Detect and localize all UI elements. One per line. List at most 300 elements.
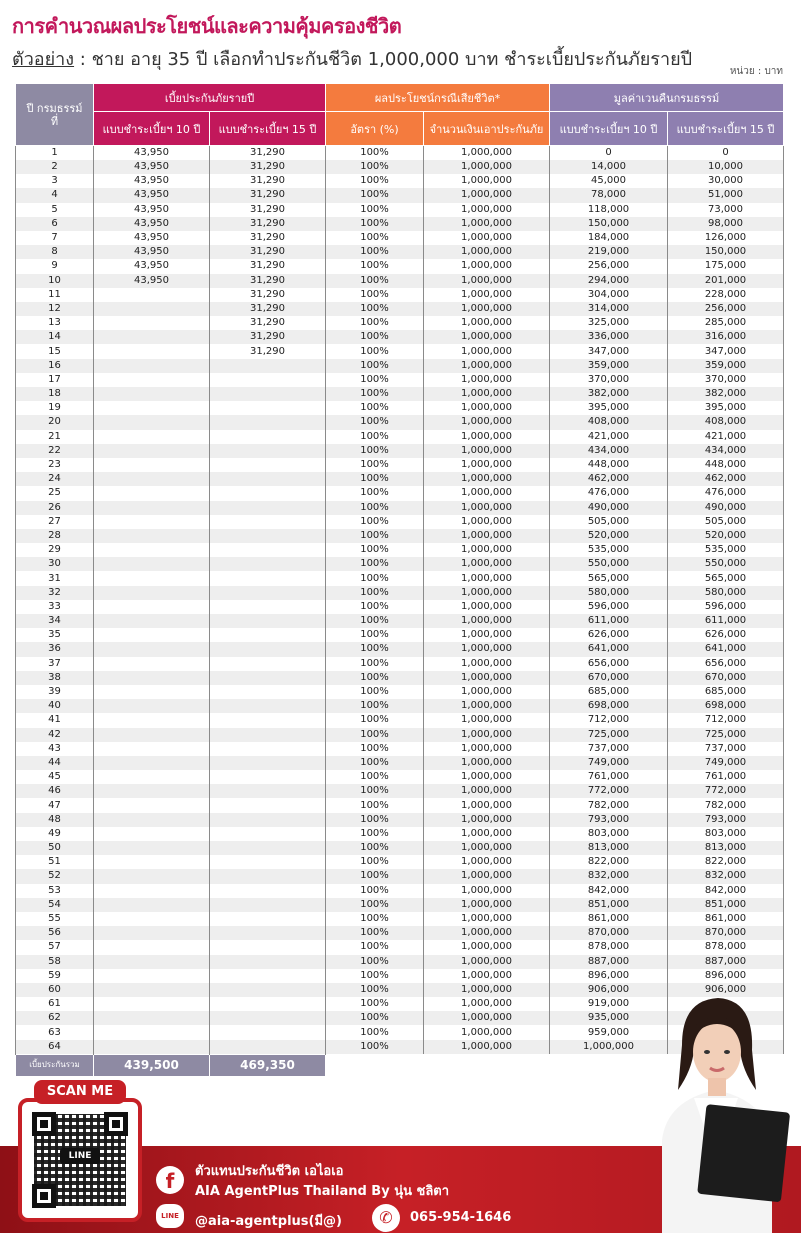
cell-cash-value-pay10: 490,000 <box>550 501 668 515</box>
cell-cash-value-pay10: 725,000 <box>550 728 668 742</box>
cell-cash-value-pay10: 408,000 <box>550 415 668 429</box>
cell-premium-pay10: 43,950 <box>94 203 210 217</box>
cell-premium-pay15 <box>210 600 326 614</box>
cell-cash-value-pay15: 126,000 <box>668 231 784 245</box>
cell-year: 3 <box>16 174 94 188</box>
table-row <box>16 940 784 954</box>
cell-year: 8 <box>16 245 94 259</box>
phone-icon[interactable]: ✆ <box>372 1204 400 1232</box>
cell-premium-pay10 <box>94 983 210 997</box>
cell-rate: 100% <box>326 571 424 585</box>
cell-cash-value-pay15: 611,000 <box>668 614 784 628</box>
cell-sum-assured: 1,000,000 <box>424 203 550 217</box>
page-title: การคำนวณผลประโยชน์และความคุ้มครองชีวิต <box>12 14 402 38</box>
cell-premium-pay15: 31,290 <box>210 259 326 273</box>
cell-premium-pay10 <box>94 571 210 585</box>
cell-premium-pay10 <box>94 784 210 798</box>
cell-cash-value-pay10: 935,000 <box>550 1011 668 1025</box>
cell-cash-value-pay10: 550,000 <box>550 557 668 571</box>
cell-premium-pay15 <box>210 642 326 656</box>
cell-premium-pay10 <box>94 869 210 883</box>
cell-year: 29 <box>16 543 94 557</box>
cell-rate: 100% <box>326 458 424 472</box>
cell-cash-value-pay10: 737,000 <box>550 742 668 756</box>
cell-year: 46 <box>16 784 94 798</box>
cell-premium-pay10 <box>94 628 210 642</box>
table-row <box>16 415 784 429</box>
subtitle-label: ตัวอย่าง <box>12 49 75 70</box>
cell-cash-value-pay10: 813,000 <box>550 841 668 855</box>
table-row <box>16 855 784 869</box>
cell-rate: 100% <box>326 756 424 770</box>
cell-premium-pay10 <box>94 486 210 500</box>
cell-cash-value-pay10: 421,000 <box>550 430 668 444</box>
cell-sum-assured: 1,000,000 <box>424 628 550 642</box>
cell-premium-pay10: 43,950 <box>94 146 210 161</box>
cell-premium-pay15 <box>210 571 326 585</box>
cell-cash-value-pay10: 803,000 <box>550 827 668 841</box>
cell-cash-value-pay10: 832,000 <box>550 869 668 883</box>
cell-cash-value-pay10: 685,000 <box>550 685 668 699</box>
cell-cash-value-pay15: 421,000 <box>668 430 784 444</box>
cell-premium-pay15 <box>210 728 326 742</box>
cell-rate: 100% <box>326 444 424 458</box>
cell-premium-pay10 <box>94 955 210 969</box>
cell-cash-value-pay15: 175,000 <box>668 259 784 273</box>
table-row <box>16 288 784 302</box>
cell-cash-value-pay15: 906,000 <box>668 983 784 997</box>
cell-rate: 100% <box>326 288 424 302</box>
table-row <box>16 146 784 161</box>
cell-premium-pay10 <box>94 316 210 330</box>
cell-cash-value-pay10: 896,000 <box>550 969 668 983</box>
phone-number[interactable]: 065-954-1646 <box>410 1210 512 1225</box>
cell-premium-pay15 <box>210 940 326 954</box>
table-row <box>16 472 784 486</box>
cell-premium-pay10 <box>94 387 210 401</box>
table-row <box>16 188 784 202</box>
cell-sum-assured: 1,000,000 <box>424 784 550 798</box>
cell-cash-value-pay15: 887,000 <box>668 955 784 969</box>
table-row <box>16 174 784 188</box>
cell-cash-value-pay15: 861,000 <box>668 912 784 926</box>
cell-year: 10 <box>16 274 94 288</box>
cell-sum-assured: 1,000,000 <box>424 188 550 202</box>
cell-cash-value-pay10: 448,000 <box>550 458 668 472</box>
cell-sum-assured: 1,000,000 <box>424 160 550 174</box>
table-row <box>16 501 784 515</box>
cell-premium-pay15 <box>210 869 326 883</box>
table-row <box>16 756 784 770</box>
table-row <box>16 813 784 827</box>
cell-cash-value-pay15: 316,000 <box>668 330 784 344</box>
cell-premium-pay15 <box>210 713 326 727</box>
cell-sum-assured: 1,000,000 <box>424 316 550 330</box>
cell-premium-pay10 <box>94 742 210 756</box>
cell-premium-pay10 <box>94 330 210 344</box>
cell-rate: 100% <box>326 813 424 827</box>
cell-premium-pay10 <box>94 728 210 742</box>
cell-premium-pay15 <box>210 586 326 600</box>
cell-premium-pay15 <box>210 855 326 869</box>
cell-premium-pay15 <box>210 387 326 401</box>
table-row <box>16 784 784 798</box>
cell-rate: 100% <box>326 472 424 486</box>
cell-sum-assured: 1,000,000 <box>424 827 550 841</box>
cell-rate: 100% <box>326 160 424 174</box>
cell-premium-pay10 <box>94 1011 210 1025</box>
cell-year: 16 <box>16 359 94 373</box>
cell-rate: 100% <box>326 302 424 316</box>
table-row <box>16 486 784 500</box>
cell-year: 43 <box>16 742 94 756</box>
subtitle-text: : ชาย อายุ 35 ปี เลือกทำประกันชีวิต 1,000,000 บาท ชำระเบี้ยประกันภัยรายปี <box>74 49 693 70</box>
cell-rate: 100% <box>326 671 424 685</box>
cell-sum-assured: 1,000,000 <box>424 713 550 727</box>
cell-rate: 100% <box>326 841 424 855</box>
cell-sum-assured: 1,000,000 <box>424 486 550 500</box>
cell-cash-value-pay15: 878,000 <box>668 940 784 954</box>
cell-year: 53 <box>16 884 94 898</box>
cell-year: 38 <box>16 671 94 685</box>
cell-rate: 100% <box>326 430 424 444</box>
footer-total-pay15: 469,350 <box>210 1054 326 1076</box>
cell-rate: 100% <box>326 401 424 415</box>
cell-cash-value-pay10: 314,000 <box>550 302 668 316</box>
cell-cash-value-pay15: 10,000 <box>668 160 784 174</box>
table-row <box>16 571 784 585</box>
table-row <box>16 160 784 174</box>
facebook-name-line2: AIA AgentPlus Thailand By นุ่น ชลิตา <box>195 1184 450 1199</box>
qr-eye-icon <box>104 1112 128 1136</box>
cell-premium-pay10: 43,950 <box>94 188 210 202</box>
qr-code[interactable] <box>18 1098 142 1222</box>
cell-year: 40 <box>16 699 94 713</box>
cell-rate: 100% <box>326 1040 424 1055</box>
cell-sum-assured: 1,000,000 <box>424 1025 550 1039</box>
cell-cash-value-pay10: 520,000 <box>550 529 668 543</box>
cell-cash-value-pay15: 803,000 <box>668 827 784 841</box>
table-row <box>16 231 784 245</box>
cell-year: 18 <box>16 387 94 401</box>
cell-cash-value-pay10: 347,000 <box>550 344 668 358</box>
cell-premium-pay15 <box>210 415 326 429</box>
cell-premium-pay10 <box>94 458 210 472</box>
cell-premium-pay10 <box>94 940 210 954</box>
cell-cash-value-pay10: 0 <box>550 146 668 161</box>
cell-rate: 100% <box>326 997 424 1011</box>
cell-rate: 100% <box>326 628 424 642</box>
cell-sum-assured: 1,000,000 <box>424 259 550 273</box>
cell-cash-value-pay15: 641,000 <box>668 642 784 656</box>
cell-cash-value-pay10: 370,000 <box>550 373 668 387</box>
header-pay10: แบบชำระเบี้ยฯ 10 ปี <box>94 112 210 146</box>
cell-cash-value-pay10: 45,000 <box>550 174 668 188</box>
cell-premium-pay10 <box>94 657 210 671</box>
cell-sum-assured: 1,000,000 <box>424 543 550 557</box>
cell-premium-pay15: 31,290 <box>210 231 326 245</box>
cell-year: 63 <box>16 1025 94 1039</box>
cell-sum-assured: 1,000,000 <box>424 288 550 302</box>
cell-premium-pay15 <box>210 813 326 827</box>
cell-sum-assured: 1,000,000 <box>424 657 550 671</box>
cell-sum-assured: 1,000,000 <box>424 969 550 983</box>
table-row <box>16 614 784 628</box>
cell-cash-value-pay15: 0 <box>668 146 784 161</box>
cell-cash-value-pay10: 959,000 <box>550 1025 668 1039</box>
cell-rate: 100% <box>326 203 424 217</box>
line-icon[interactable]: LINE <box>156 1204 184 1228</box>
cell-sum-assured: 1,000,000 <box>424 401 550 415</box>
cell-year: 57 <box>16 940 94 954</box>
cell-sum-assured: 1,000,000 <box>424 1011 550 1025</box>
table-row <box>16 217 784 231</box>
table-row <box>16 203 784 217</box>
cell-cash-value-pay10: 712,000 <box>550 713 668 727</box>
cell-year: 7 <box>16 231 94 245</box>
cell-sum-assured: 1,000,000 <box>424 699 550 713</box>
cell-premium-pay10 <box>94 713 210 727</box>
cell-sum-assured: 1,000,000 <box>424 798 550 812</box>
cell-year: 33 <box>16 600 94 614</box>
table-row <box>16 444 784 458</box>
cell-year: 9 <box>16 259 94 273</box>
unit-label: หน่วย : บาท <box>729 66 783 77</box>
cell-premium-pay15 <box>210 657 326 671</box>
table-body <box>16 146 784 1055</box>
line-id[interactable]: @aia-agentplus(มี@) <box>195 1214 342 1229</box>
table-row <box>16 259 784 273</box>
cell-premium-pay15 <box>210 898 326 912</box>
cell-premium-pay10 <box>94 798 210 812</box>
cell-rate: 100% <box>326 146 424 161</box>
cell-premium-pay15 <box>210 515 326 529</box>
cell-cash-value-pay10: 611,000 <box>550 614 668 628</box>
cell-rate: 100% <box>326 898 424 912</box>
cell-premium-pay15: 31,290 <box>210 160 326 174</box>
cell-rate: 100% <box>326 486 424 500</box>
cell-premium-pay15 <box>210 912 326 926</box>
table-row <box>16 728 784 742</box>
cell-cash-value-pay15: 550,000 <box>668 557 784 571</box>
cell-premium-pay15 <box>210 614 326 628</box>
cell-premium-pay10 <box>94 1025 210 1039</box>
header-cv10: แบบชำระเบี้ยฯ 10 ปี <box>550 112 668 146</box>
cell-year: 17 <box>16 373 94 387</box>
cell-premium-pay10 <box>94 756 210 770</box>
cell-premium-pay10: 43,950 <box>94 274 210 288</box>
cell-premium-pay10 <box>94 855 210 869</box>
cell-sum-assured: 1,000,000 <box>424 274 550 288</box>
cell-cash-value-pay15: 842,000 <box>668 884 784 898</box>
header-year: ปี กรมธรรม์ ที่ <box>16 84 94 146</box>
cell-cash-value-pay15: 782,000 <box>668 798 784 812</box>
cell-premium-pay10 <box>94 501 210 515</box>
cell-premium-pay15 <box>210 458 326 472</box>
cell-cash-value-pay10: 565,000 <box>550 571 668 585</box>
table-row <box>16 628 784 642</box>
cell-rate: 100% <box>326 884 424 898</box>
cell-cash-value-pay10: 359,000 <box>550 359 668 373</box>
cell-cash-value-pay15: 712,000 <box>668 713 784 727</box>
cell-cash-value-pay10: 462,000 <box>550 472 668 486</box>
cell-cash-value-pay15: 520,000 <box>668 529 784 543</box>
cell-rate: 100% <box>326 316 424 330</box>
cell-premium-pay10 <box>94 926 210 940</box>
cell-rate: 100% <box>326 373 424 387</box>
cell-year: 24 <box>16 472 94 486</box>
cell-year: 48 <box>16 813 94 827</box>
cell-cash-value-pay15: 749,000 <box>668 756 784 770</box>
cell-rate: 100% <box>326 742 424 756</box>
cell-rate: 100% <box>326 983 424 997</box>
cell-premium-pay10 <box>94 515 210 529</box>
cell-rate: 100% <box>326 330 424 344</box>
cell-sum-assured: 1,000,000 <box>424 912 550 926</box>
cell-sum-assured: 1,000,000 <box>424 387 550 401</box>
cell-cash-value-pay15: 370,000 <box>668 373 784 387</box>
cell-premium-pay15 <box>210 699 326 713</box>
cell-rate: 100% <box>326 529 424 543</box>
facebook-icon[interactable]: f <box>156 1166 184 1194</box>
cell-sum-assured: 1,000,000 <box>424 501 550 515</box>
table-row <box>16 657 784 671</box>
cell-sum-assured: 1,000,000 <box>424 813 550 827</box>
cell-sum-assured: 1,000,000 <box>424 217 550 231</box>
cell-rate: 100% <box>326 955 424 969</box>
cell-rate: 100% <box>326 359 424 373</box>
cell-premium-pay15: 31,290 <box>210 330 326 344</box>
cell-cash-value-pay15: 359,000 <box>668 359 784 373</box>
cell-sum-assured: 1,000,000 <box>424 1040 550 1055</box>
footer-total-pay10: 439,500 <box>94 1054 210 1076</box>
table-row <box>16 713 784 727</box>
cell-cash-value-pay15: 656,000 <box>668 657 784 671</box>
table-row <box>16 387 784 401</box>
cell-year: 60 <box>16 983 94 997</box>
cell-rate: 100% <box>326 174 424 188</box>
header-cv15: แบบชำระเบี้ยฯ 15 ปี <box>668 112 784 146</box>
cell-sum-assured: 1,000,000 <box>424 174 550 188</box>
cell-year: 47 <box>16 798 94 812</box>
cell-cash-value-pay10: 906,000 <box>550 983 668 997</box>
cell-year: 15 <box>16 344 94 358</box>
cell-premium-pay10 <box>94 472 210 486</box>
cell-year: 61 <box>16 997 94 1011</box>
table-row <box>16 586 784 600</box>
cell-cash-value-pay15: 98,000 <box>668 217 784 231</box>
cell-cash-value-pay15: 580,000 <box>668 586 784 600</box>
cell-rate: 100% <box>326 657 424 671</box>
cell-rate: 100% <box>326 188 424 202</box>
cell-rate: 100% <box>326 515 424 529</box>
cell-year: 12 <box>16 302 94 316</box>
cell-sum-assured: 1,000,000 <box>424 642 550 656</box>
cell-sum-assured: 1,000,000 <box>424 841 550 855</box>
cell-year: 42 <box>16 728 94 742</box>
cell-rate: 100% <box>326 699 424 713</box>
cell-rate: 100% <box>326 274 424 288</box>
cell-rate: 100% <box>326 912 424 926</box>
cell-rate: 100% <box>326 713 424 727</box>
cell-year: 56 <box>16 926 94 940</box>
cell-sum-assured: 1,000,000 <box>424 529 550 543</box>
cell-cash-value-pay10: 793,000 <box>550 813 668 827</box>
cell-year: 31 <box>16 571 94 585</box>
cell-cash-value-pay10: 476,000 <box>550 486 668 500</box>
cell-cash-value-pay10: 919,000 <box>550 997 668 1011</box>
cell-year: 23 <box>16 458 94 472</box>
cell-premium-pay15 <box>210 798 326 812</box>
cell-premium-pay10 <box>94 969 210 983</box>
cell-cash-value-pay15: 434,000 <box>668 444 784 458</box>
cell-year: 58 <box>16 955 94 969</box>
cell-cash-value-pay10: 761,000 <box>550 770 668 784</box>
cell-sum-assured: 1,000,000 <box>424 884 550 898</box>
cell-premium-pay10 <box>94 302 210 316</box>
cell-sum-assured: 1,000,000 <box>424 359 550 373</box>
cell-cash-value-pay15: 626,000 <box>668 628 784 642</box>
cell-cash-value-pay10: 118,000 <box>550 203 668 217</box>
cell-premium-pay10 <box>94 827 210 841</box>
cell-rate: 100% <box>326 259 424 273</box>
table-row <box>16 359 784 373</box>
table-row <box>16 401 784 415</box>
cell-premium-pay10 <box>94 430 210 444</box>
cell-rate: 100% <box>326 614 424 628</box>
table-row <box>16 841 784 855</box>
cell-premium-pay15 <box>210 983 326 997</box>
cell-cash-value-pay10: 878,000 <box>550 940 668 954</box>
cell-sum-assured: 1,000,000 <box>424 458 550 472</box>
cell-rate: 100% <box>326 784 424 798</box>
cell-premium-pay15 <box>210 841 326 855</box>
cell-premium-pay15 <box>210 770 326 784</box>
cell-cash-value-pay10: 336,000 <box>550 330 668 344</box>
cell-rate: 100% <box>326 387 424 401</box>
cell-cash-value-pay10: 887,000 <box>550 955 668 969</box>
table-row <box>16 330 784 344</box>
cell-year: 37 <box>16 657 94 671</box>
cell-cash-value-pay10: 656,000 <box>550 657 668 671</box>
cell-premium-pay10 <box>94 699 210 713</box>
cell-cash-value-pay15: 737,000 <box>668 742 784 756</box>
cell-cash-value-pay10: 535,000 <box>550 543 668 557</box>
cell-premium-pay10 <box>94 671 210 685</box>
cell-cash-value-pay15: 256,000 <box>668 302 784 316</box>
cell-year: 6 <box>16 217 94 231</box>
cell-cash-value-pay15: 505,000 <box>668 515 784 529</box>
cell-cash-value-pay15: 150,000 <box>668 245 784 259</box>
cell-cash-value-pay15: 382,000 <box>668 387 784 401</box>
cell-year: 32 <box>16 586 94 600</box>
cell-premium-pay15: 31,290 <box>210 274 326 288</box>
cell-year: 44 <box>16 756 94 770</box>
cell-premium-pay10 <box>94 543 210 557</box>
cell-cash-value-pay15: 395,000 <box>668 401 784 415</box>
cell-premium-pay15 <box>210 628 326 642</box>
cell-cash-value-pay15: 448,000 <box>668 458 784 472</box>
cell-premium-pay10 <box>94 373 210 387</box>
cell-sum-assured: 1,000,000 <box>424 444 550 458</box>
header-death-benefit-group: ผลประโยชน์กรณีเสียชีวิต* <box>326 84 550 112</box>
cell-premium-pay15 <box>210 1040 326 1055</box>
cell-sum-assured: 1,000,000 <box>424 373 550 387</box>
table-row <box>16 557 784 571</box>
cell-year: 28 <box>16 529 94 543</box>
cell-premium-pay10 <box>94 912 210 926</box>
table-row <box>16 926 784 940</box>
